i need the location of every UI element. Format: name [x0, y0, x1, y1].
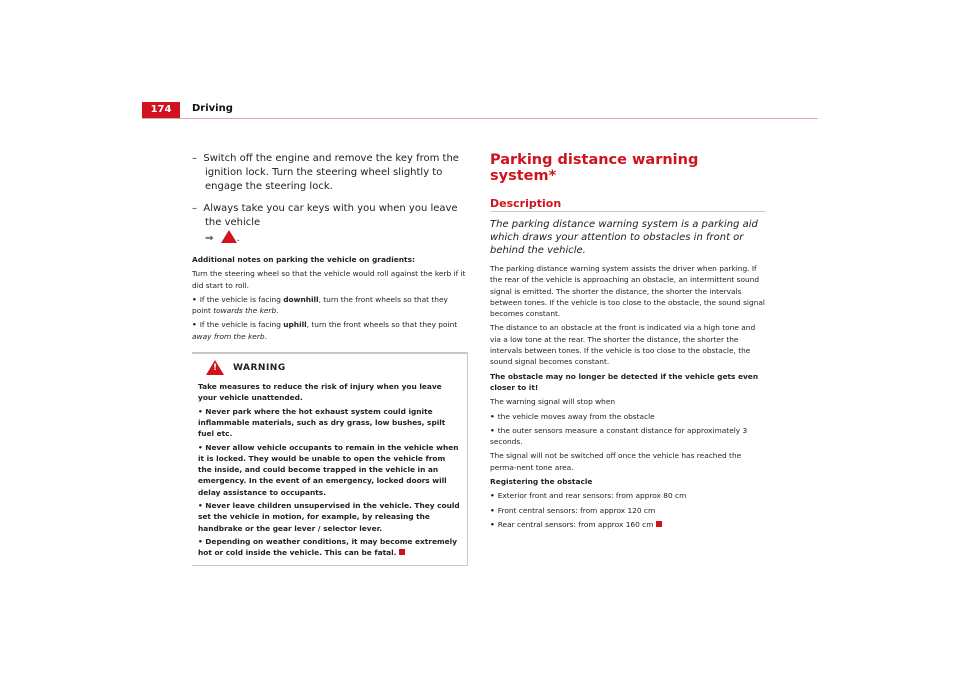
page-number: 174 [142, 102, 180, 118]
list-item: • Front central sensors: from approx 120 cm [490, 505, 656, 515]
paragraph: The distance to an obstacle at the front is indicated via a high tone and via a low tone at the rear. The shorter the distance, the shorter the intervals between tones. If the vehicle is too close to the obstacle, the sound signal becomes constant. [490, 323, 756, 367]
dash-item: – Always take you car keys with you when you leave the vehicle ⇒ ! . [192, 202, 468, 246]
section-subtitle: Description [490, 197, 766, 212]
registering-heading: Registering the obstacle [490, 477, 593, 487]
warning-ref-icon[interactable] [221, 230, 237, 243]
warning-bullet: • Depending on weather conditions, it may become extremely hot or cold inside the vehicle. This can be fatal. [198, 536, 458, 558]
gradient-heading: Additional notes on parking the vehicle on gradients: [192, 255, 415, 264]
paragraph: The parking distance warning system assists the driver when parking. If the rear of the vehicle is approaching an obstacle, an intermittent sound signal is emitted. The shorter the distance, the shorter the intervals between tones. If the vehicle is too close to the obstacle, the sound signal becomes constant. [490, 264, 765, 319]
intro-text: The parking distance warning system is a parking aid which draws your attention to obstacles in front or behind the vehicle. [490, 219, 758, 256]
section-title: Driving [192, 103, 233, 114]
header-rule [142, 118, 818, 119]
end-mark-icon [399, 549, 405, 555]
warning-triangle-icon [206, 360, 224, 375]
stop-intro: The warning signal will stop when [490, 397, 616, 407]
chapter-title: Parking distance warning system* [490, 152, 699, 184]
dash-item: – Switch off the engine and remove the key from the ignition lock. Turn the steering wheel slightly to engage the steering lock. [192, 153, 459, 192]
paragraph: The signal will not be switched off once the vehicle has reached the perma-nent tone area. [490, 451, 742, 472]
warning-box [192, 352, 468, 565]
right-column [490, 152, 766, 533]
list-item: • If the vehicle is facing downhill, turn the front wheels so that they point towards the kerb. [192, 294, 448, 316]
end-mark-icon [656, 521, 662, 527]
warning-header [198, 360, 461, 375]
warning-title: WARNING [233, 362, 286, 373]
warning-bullet: • Never park where the hot exhaust system could ignite inflammable materials, such as dry grass, low bushes, spilt fuel etc. [198, 406, 446, 439]
list-item: • the vehicle moves away from the obstacle [490, 411, 655, 421]
list-item: • Rear central sensors: from approx 160 cm [490, 519, 766, 530]
reference-arrow: ⇒ [205, 233, 214, 244]
warning-bullet: • Never allow vehicle occupants to remain in the vehicle when it is locked. They would be unable to open the vehicle from the inside, and could become trapped in the vehicle in an emergency. In the event of an emergency, locked doors will delay assistance to occupants. [198, 442, 459, 497]
warning-bullet: • Never leave children unsupervised in the vehicle. They could set the vehicle in motion, for example, by releasing the handbrake or the gear lever / selector lever. [198, 501, 460, 533]
gradient-text: Turn the steering wheel so that the vehicle would roll against the kerb if it did start to roll. [192, 269, 466, 290]
list-item: • If the vehicle is facing uphill, turn the front wheels so that they point away from the kerb. [192, 320, 458, 341]
list-item: • Exterior front and rear sensors: from approx 80 cm [490, 491, 687, 501]
left-column [192, 152, 468, 566]
warning-intro: Take measures to reduce the risk of injury when you leave your vehicle unattended. [198, 382, 442, 403]
bold-note: The obstacle may no longer be detected if the vehicle gets even closer to it! [490, 371, 759, 392]
list-item: • the outer sensors measure a constant distance for approximately 3 seconds. [490, 425, 748, 447]
